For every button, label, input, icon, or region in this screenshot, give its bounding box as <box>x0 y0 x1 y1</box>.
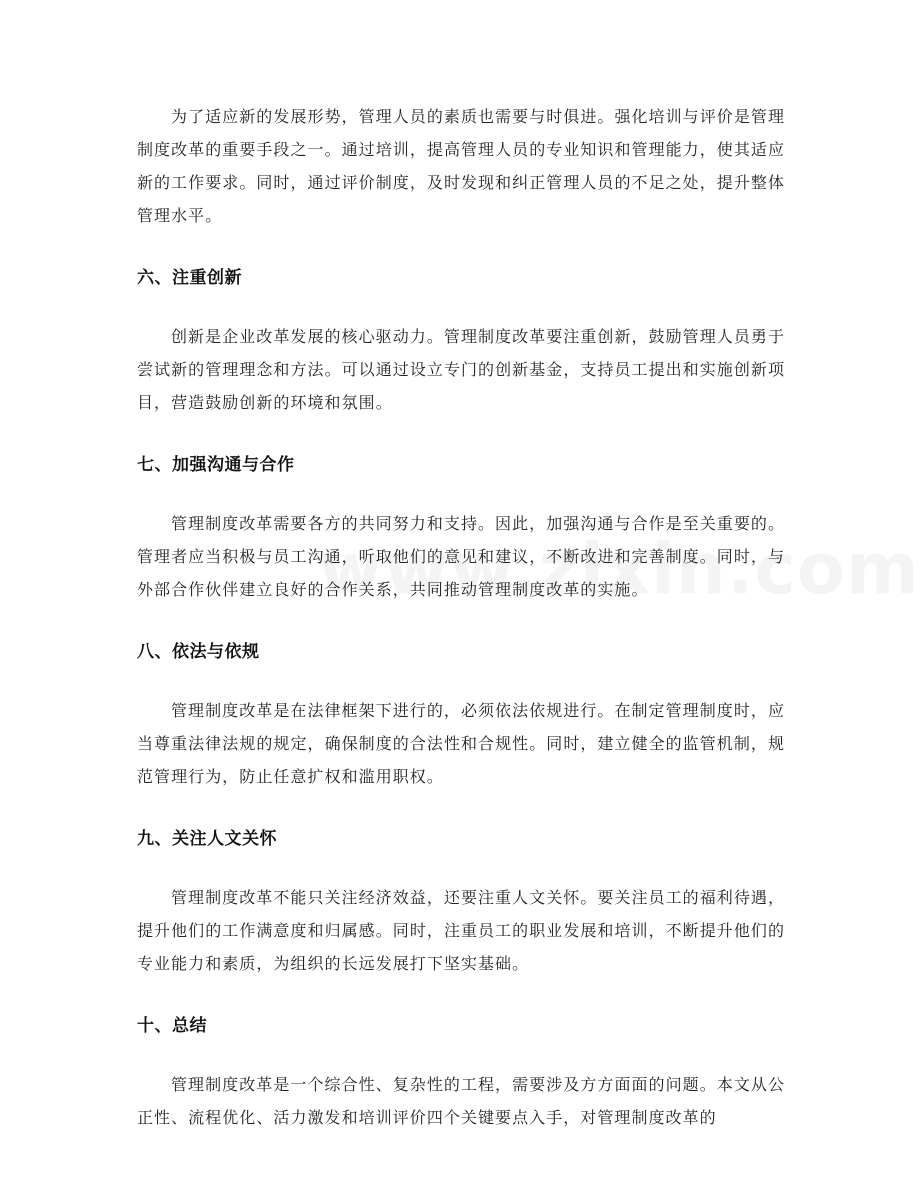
heading-summary: 十、总结 <box>137 1016 207 1036</box>
document-body <box>137 100 785 1134</box>
paragraph-legal: 管理制度改革是在法律框架下进行的，必须依法依规进行。在制定管理制度时，应当尊重法律法规的规定，确保制度的合法性和合规性。同时，建立健全的监管机制，规范管理行为，防止任意扩权和滥用职权。 <box>137 701 785 786</box>
paragraph-innovation: 创新是企业改革发展的核心驱动力。管理制度改革要注重创新，鼓励管理人员勇于尝试新的管理理念和方法。可以通过设立专门的创新基金，支持员工提出和实施创新项目，营造鼓励创新的环境和氛围。 <box>137 327 785 412</box>
paragraph-humanistic-care: 管理制度改革不能只关注经济效益，还要注重人文关怀。要关注员工的福利待遇，提升他们的工作满意度和归属感。同时，注重员工的职业发展和培训，不断提升他们的专业能力和素质，为组织的长远发展打下坚实基础。 <box>137 888 785 973</box>
paragraph-training: 为了适应新的发展形势，管理人员的素质也需要与时俱进。强化培训与评价是管理制度改革的重要手段之一。通过培训，提高管理人员的专业知识和管理能力，使其适应新的工作要求。同时，通过评价制度，及时发现和纠正管理人员的不足之处，提升整体管理水平。 <box>137 107 785 225</box>
heading-humanistic-care: 九、关注人文关怀 <box>137 829 277 849</box>
paragraph-communication: 管理制度改革需要各方的共同努力和支持。因此，加强沟通与合作是至关重要的。管理者应当积极与员工沟通，听取他们的意见和建议，不断改进和完善制度。同时，与外部合作伙伴建立良好的合作关系，共同推动管理制度改革的实施。 <box>137 514 785 599</box>
heading-innovation: 六、注重创新 <box>137 268 242 288</box>
paragraph-summary: 管理制度改革是一个综合性、复杂性的工程，需要涉及方方面面的问题。本文从公正性、流程优化、活力激发和培训评价四个关键要点入手，对管理制度改革的 <box>137 1075 785 1127</box>
heading-legal: 八、依法与依规 <box>137 642 260 662</box>
heading-communication: 七、加强沟通与合作 <box>137 455 295 475</box>
